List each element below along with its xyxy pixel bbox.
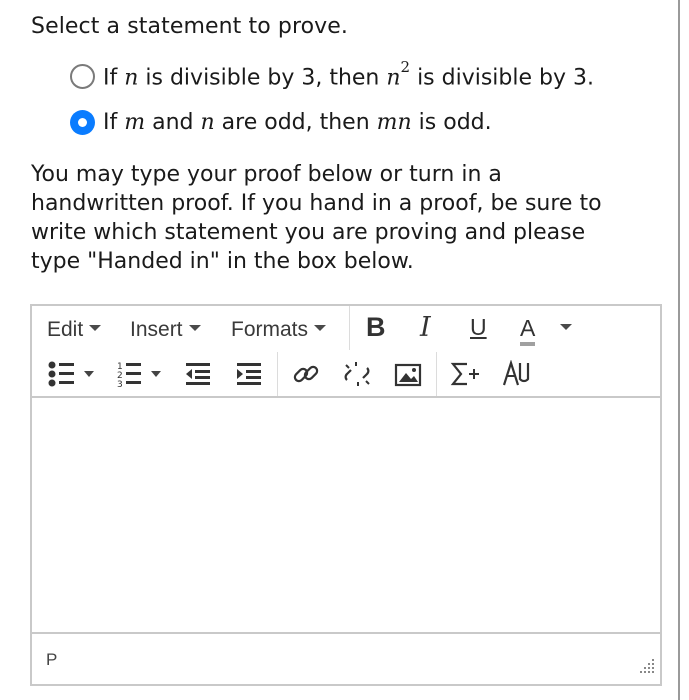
editor-toolbar (32, 306, 660, 398)
special-chars-icon (501, 360, 531, 388)
editor-statusbar (32, 632, 660, 684)
image-icon (394, 362, 422, 388)
proof-instructions: You may type your proof below or turn in a handwritten proof. If you hand in a proof, be sure to write which statement you are proving and please type "Handed in" in the box below. (31, 162, 602, 274)
menu-edit[interactable]: Edit (47, 318, 101, 342)
svg-text:1: 1 (117, 362, 123, 372)
chevron-down-icon (314, 325, 326, 331)
equation-icon (449, 360, 481, 388)
toolbar-separator (349, 306, 350, 350)
bold-button[interactable]: B (366, 312, 386, 342)
menu-insert[interactable]: Insert (130, 318, 201, 342)
svg-text:3: 3 (117, 380, 123, 388)
rich-text-editor (30, 304, 662, 686)
text-color-button[interactable]: A (520, 314, 535, 346)
resize-handle[interactable] (640, 659, 656, 680)
outdent-icon (184, 360, 212, 388)
indent-icon (235, 360, 263, 388)
unlink-icon (342, 360, 372, 388)
toolbar-separator (277, 352, 278, 396)
resize-handle-icon (640, 659, 656, 675)
menu-formats[interactable]: Formats (231, 318, 326, 342)
page-right-border (678, 0, 680, 700)
option-1-text: If n is divisible by 3, then $n^2$ is divisible by 3. (103, 57, 594, 91)
numbered-list-button[interactable] (116, 360, 168, 393)
bullet-list-icon (46, 360, 104, 388)
chevron-down-icon (560, 324, 572, 330)
unlink-button[interactable] (342, 360, 372, 393)
chevron-down-icon (189, 325, 201, 331)
option-odd-product[interactable] (70, 106, 594, 138)
link-button[interactable] (291, 360, 321, 393)
option-2-text: If m and n are odd, then mn is odd. (103, 109, 492, 135)
radio-option-2[interactable] (70, 110, 95, 135)
underline-button[interactable]: U (470, 314, 487, 340)
question-prompt: Select a statement to prove. (31, 14, 349, 39)
image-button[interactable] (394, 362, 422, 393)
bullet-list-button[interactable] (46, 360, 104, 393)
link-icon (291, 360, 321, 388)
element-path[interactable]: P (46, 650, 58, 669)
equation-button[interactable] (449, 360, 481, 393)
option-divisible-by-3[interactable] (70, 57, 594, 92)
numbered-list-icon (116, 360, 168, 388)
indent-button[interactable] (235, 360, 263, 393)
radio-option-1[interactable] (70, 64, 95, 89)
text-color-dropdown[interactable] (554, 320, 572, 338)
chevron-down-icon (89, 325, 101, 331)
italic-button[interactable]: I (420, 312, 431, 343)
editor-content-area[interactable] (32, 398, 660, 634)
outdent-button[interactable] (184, 360, 212, 393)
svg-text:2: 2 (117, 371, 123, 381)
toolbar-separator (436, 352, 437, 396)
statement-options (70, 57, 594, 152)
special-chars-button[interactable] (501, 360, 531, 393)
